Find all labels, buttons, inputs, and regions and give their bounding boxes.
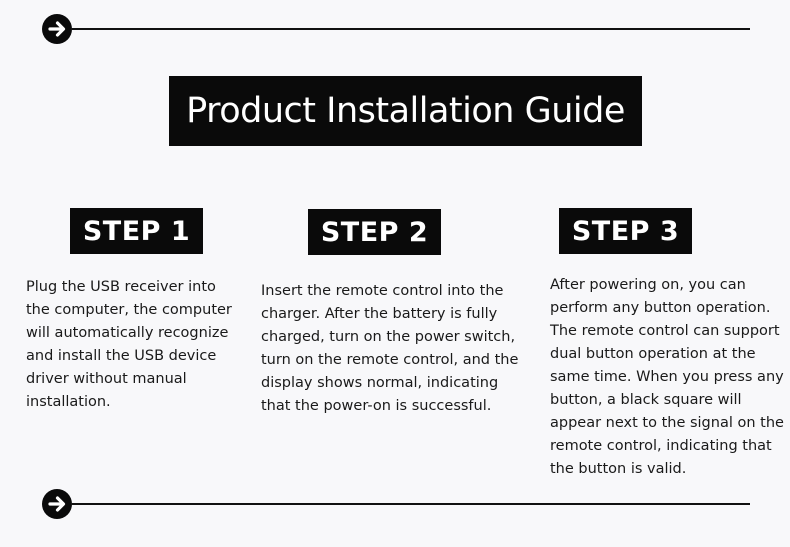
step-1-description: Plug the USB receiver into the computer, the computer will automatically recognize and install the USB device driver without manual installation. [26, 279, 232, 410]
step-3-description: After powering on, you can perform any button operation. The remote control can support dual button operation at the same time. When you press any button, a black square will appear next to the signal on the remote control, indicating that the button is valid. [550, 277, 784, 477]
step-3-label: STEP 3 [559, 208, 692, 254]
arrow-right-circle-icon [42, 489, 72, 519]
arrow-right-circle-icon [42, 14, 72, 44]
step-1-label: STEP 1 [70, 208, 203, 254]
divider-line [72, 503, 750, 505]
top-divider [42, 14, 750, 44]
divider-line [72, 28, 750, 30]
step-2-description: Insert the remote control into the charger. After the battery is fully charged, turn on the power switch, turn on the remote control, and the display shows normal, indicating that the power-on is successful. [261, 283, 519, 414]
page-title: Product Installation Guide [169, 76, 642, 146]
step-2-label: STEP 2 [308, 209, 441, 255]
bottom-divider [42, 489, 750, 519]
